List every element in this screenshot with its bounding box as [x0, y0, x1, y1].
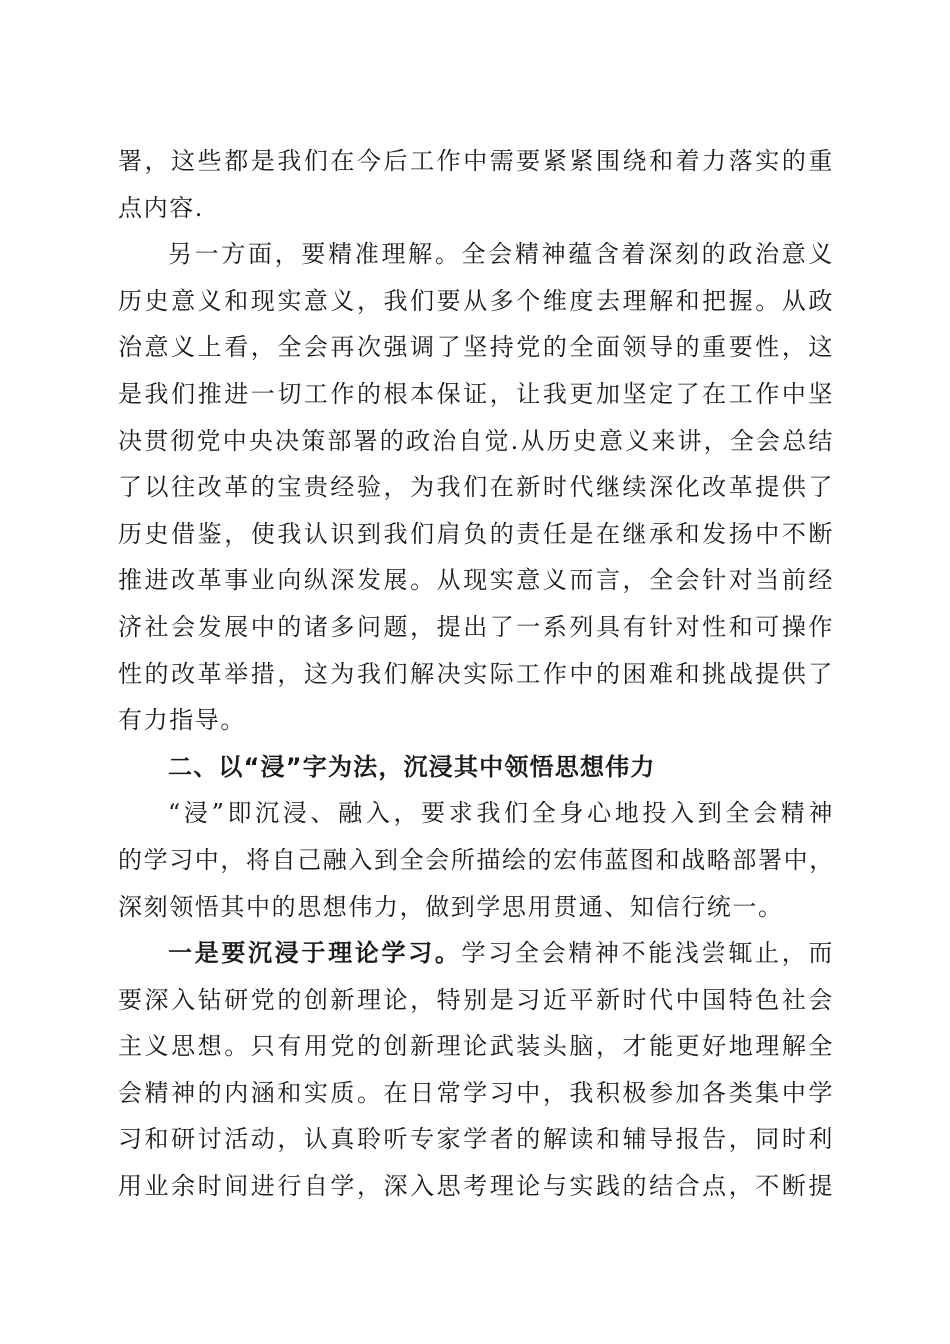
text-line: 决贯彻党中央决策部署的政治自觉.从历史意义来讲，全会总结: [118, 426, 834, 455]
text-line: 有力指导。: [118, 706, 246, 735]
text-line: 历史借鉴，使我认识到我们肩负的责任是在继承和发扬中不断: [118, 519, 834, 548]
text-line: 的学习中，将自己融入到全会所描绘的宏伟蓝图和战略部署中，: [118, 845, 835, 874]
text-line: 性的改革举措，这为我们解决实际工作中的困难和挑战提供了: [118, 659, 834, 688]
text-line: 习和研讨活动，认真聆听专家学者的解读和辅导报告，同时利: [118, 1125, 834, 1154]
paragraph-lead: 一是要沉浸于理论学习。: [168, 938, 462, 968]
text-line: “浸”即沉浸、融入，要求我们全身心地投入到全会精神: [168, 799, 834, 828]
text-line: 是我们推进一切工作的根本保证，让我更加坚定了在工作中坚: [118, 379, 834, 408]
text-line: 用业余时间进行自学，深入思考理论与实践的结合点，不断提: [118, 1172, 834, 1201]
document-body: [118, 138, 834, 1210]
text-line: 点内容.: [118, 193, 205, 222]
text-line: 推进改革事业向纵深发展。从现实意义而言，全会针对当前经: [118, 566, 834, 595]
text-line: 另一方面，要精准理解。全会精神蕴含着深刻的政治意义: [168, 240, 834, 269]
text-line: 深刻领悟其中的思想伟力，做到学思用贯通、知信行统一。: [118, 892, 784, 921]
text-line: 要深入钻研党的创新理论，特别是习近平新时代中国特色社会: [118, 985, 834, 1014]
text-line: 治意义上看，全会再次强调了坚持党的全面领导的重要性，这: [118, 333, 834, 362]
paragraph-lead-rest: 学习全会精神不能浅尝辄止，而: [461, 939, 834, 968]
section-heading: 二、以“浸”字为法，沉浸其中领悟思想伟力: [168, 752, 656, 781]
text-line: 历史意义和现实意义，我们要从多个维度去理解和把握。从政: [118, 286, 834, 315]
text-line: 主义思想。只有用党的创新理论武装头脑，才能更好地理解全: [118, 1032, 834, 1061]
text-line: 会精神的内涵和实质。在日常学习中，我积极参加各类集中学: [118, 1078, 834, 1107]
text-line: 了以往改革的宝贵经验，为我们在新时代继续深化改革提供了: [118, 473, 834, 502]
text-line: 济社会发展中的诸多问题，提出了一系列具有针对性和可操作: [118, 612, 834, 641]
text-line: 署，这些都是我们在今后工作中需要紧紧围绕和着力落实的重: [118, 147, 834, 175]
text-line-with-lead: [118, 930, 834, 977]
